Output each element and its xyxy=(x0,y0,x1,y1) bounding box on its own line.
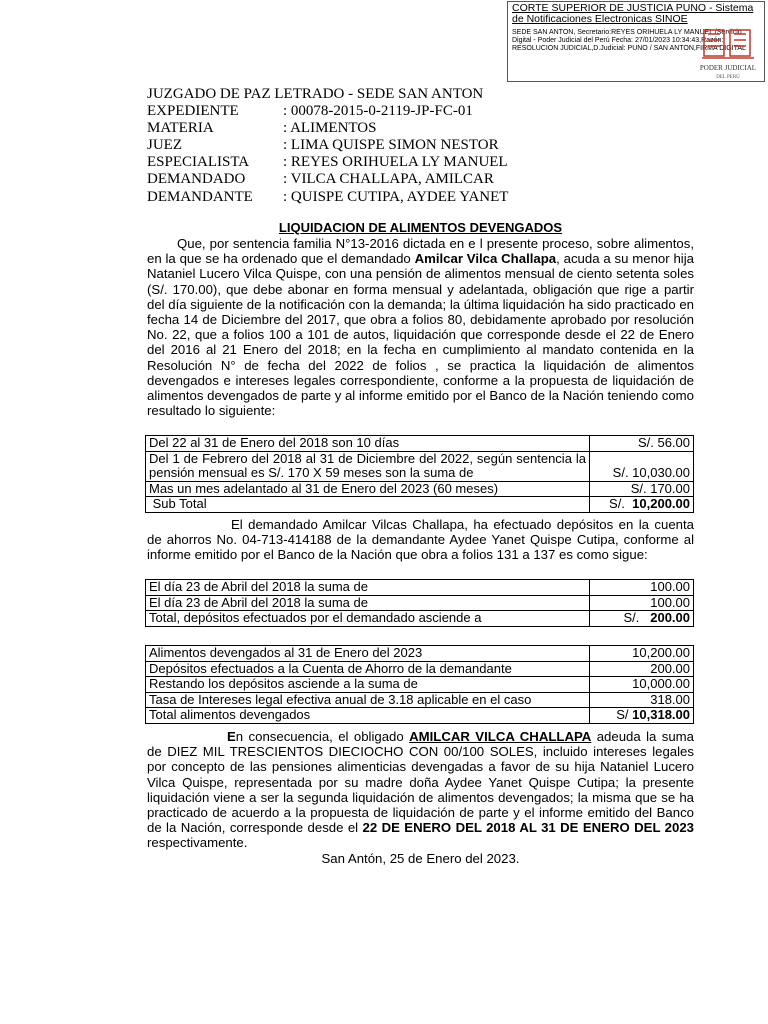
logo-text: PODER JUDICIAL xyxy=(699,64,757,72)
period-dates: 22 DE ENERO DEL 2018 AL 31 DE ENERO DEL 2023 xyxy=(362,820,694,836)
row-amount: 200.00 xyxy=(590,661,694,677)
total-value: 200.00 xyxy=(650,610,690,625)
header-label: MATERIA xyxy=(147,120,214,137)
table-row xyxy=(146,580,694,596)
total-prefix: S/ xyxy=(616,707,633,722)
row-amount: 100.00 xyxy=(590,580,694,596)
table-row xyxy=(146,646,694,662)
row-amount: 318.00 xyxy=(590,692,694,708)
subtotal-row xyxy=(146,497,694,513)
row-amount: 10,000.00 xyxy=(590,677,694,693)
header-value: : QUISPE CUTIPA, AYDEE YANET xyxy=(283,188,509,205)
total-value: 10,318.00 xyxy=(632,707,690,722)
row-desc: Depósitos efectuados a la Cuenta de Ahorro de la demandante xyxy=(146,661,590,677)
header-value: : LIMA QUISPE SIMON NESTOR xyxy=(283,137,499,154)
header-row xyxy=(147,137,508,154)
court-name: JUZGADO DE PAZ LETRADO - SEDE SAN ANTON xyxy=(147,86,484,102)
table-row xyxy=(146,677,694,693)
row-desc: Tasa de Intereses legal efectiva anual de 3.18 aplicable en el caso xyxy=(146,692,590,708)
subtotal-label: Sub Total xyxy=(146,497,590,513)
row-desc: Restando los depósitos asciende a la suma de xyxy=(146,677,590,693)
header-row xyxy=(147,154,508,171)
table-row xyxy=(146,481,694,497)
row-desc: El día 23 de Abril del 2018 la suma de xyxy=(146,595,590,611)
header-label: DEMANDANTE xyxy=(147,188,253,205)
header-label: EXPEDIENTE xyxy=(147,103,239,120)
stamp-body: SEDE SAN ANTON, Secretario:REYES ORIHUELA LY MANUEL /Servicio Digital - Poder Judicial del Perú Fecha: 27/01/2023 10:34:43,Razón: RESOLUCION JUDICIAL,D.Judicial: PUNO / SAN ANTON,FIRMA DIGITAL xyxy=(512,29,746,52)
row-desc: Del 1 de Febrero del 2018 al 31 de Diciembre del 2022, según sentencia la pensión mensual es S/. 170 X 59 meses son la suma de xyxy=(146,451,590,481)
total-prefix: S/. xyxy=(623,610,651,625)
case-header xyxy=(147,86,508,206)
row-desc: El día 23 de Abril del 2018 la suma de xyxy=(146,580,590,596)
row-amount: S/. 170.00 xyxy=(590,481,694,497)
deposits-paragraph: El demandado Amilcar Vilcas Challapa, ha efectuado depósitos en la cuenta de ahorros No. 04-713-414188 de la demandante Aydee Yanet Quispe Cutipa, conforme al informe emitido por el Banco de la Nación que obra a folios 131 a 137 es como sigue: xyxy=(147,517,694,563)
summary-table xyxy=(145,645,694,724)
total-label: Total, depósitos efectuados por el demandado asciende a xyxy=(146,611,590,627)
conclusion-text-1: n consecuencia, el obligado xyxy=(235,729,410,744)
header-label: DEMANDADO xyxy=(147,171,246,188)
defendant-name: Amilcar Vilca Challapa xyxy=(414,251,557,267)
obligor-name: AMILCAR VILCA CHALLAPA xyxy=(409,729,592,744)
row-amount: S/. 56.00 xyxy=(590,436,694,452)
total-label: Total alimentos devengados xyxy=(146,708,590,724)
row-amount: 100.00 xyxy=(590,595,694,611)
table-row xyxy=(146,661,694,677)
header-value: : REYES ORIHUELA LY MANUEL xyxy=(283,154,508,171)
row-amount: S/. 10,030.00 xyxy=(590,451,694,481)
subtotal-amount xyxy=(590,497,694,513)
poder-judicial-logo xyxy=(698,20,758,80)
total-row xyxy=(146,708,694,724)
table-row xyxy=(146,595,694,611)
total-amount xyxy=(590,708,694,724)
total-amount xyxy=(590,611,694,627)
intro-text-2: , acuda a su menor hija Nataniel Lucero Vilca Quispe, con una pensión de alimentos mensual de ciento setenta soles (S/. 170.00), que debe abonar en forma mensual y adelantada, obligación que rige a partir del día siguiente de la notificación con la demanda; la última liquidación ha sido practicado en fecha 14 de Diciembre del 2017, que obra a folios 80, debidamente aprobado por resolución No. 22, que a folios 100 a 101 de autos, liquidación que corresponde desde el 22 de Enero del 2016 al 21 Enero del 2018; en la fecha en cumplimiento al mandato contenida en la Resolución N° de fecha del 2022 de folios , se practica la liquidación de alimentos devengados e intereses legales correspondiente, conforme a la propuesta de liquidación de alimentos devengados de parte y al informe emitido por el Banco de la Nación teniendo como resultado lo siguiente: xyxy=(147,251,694,419)
header-value: : VILCA CHALLAPA, AMILCAR xyxy=(283,171,494,188)
row-desc: Mas un mes adelantado al 31 de Enero del 2023 (60 meses) xyxy=(146,481,590,497)
header-row xyxy=(147,120,508,137)
stamp-title: CORTE SUPERIOR DE JUSTICIA PUNO - Sistema de Notificaciones Electronicas SINOE xyxy=(512,2,754,25)
court-building-icon xyxy=(698,20,758,64)
row-desc: Del 22 al 31 de Enero del 2018 son 10 días xyxy=(146,436,590,452)
table-row xyxy=(146,692,694,708)
header-row xyxy=(147,103,508,120)
row-desc: Alimentos devengados al 31 de Enero del 2023 xyxy=(146,646,590,662)
pension-table xyxy=(145,435,694,513)
header-label: ESPECIALISTA xyxy=(147,154,250,171)
header-label: JUEZ xyxy=(147,137,182,154)
intro-paragraph xyxy=(147,236,694,418)
drop-letter: E xyxy=(227,729,236,744)
conclusion-paragraph xyxy=(147,729,694,851)
subtotal-prefix: S/. xyxy=(609,496,633,511)
place-date-signoff: San Antón, 25 de Enero del 2023. xyxy=(321,851,520,866)
header-value: : ALIMENTOS xyxy=(283,120,377,137)
header-value: : 00078-2015-0-2119-JP-FC-01 xyxy=(283,103,473,120)
header-row xyxy=(147,189,508,206)
conclusion-text-3: respectivamente. xyxy=(147,835,248,851)
deposits-table xyxy=(145,579,694,627)
table-row xyxy=(146,436,694,452)
logo-subtext: DEL PERÚ xyxy=(716,75,740,80)
header-row xyxy=(147,171,508,188)
row-amount: 10,200.00 xyxy=(590,646,694,662)
document-title: LIQUIDACION DE ALIMENTOS DEVENGADOS xyxy=(278,220,563,235)
subtotal-value: 10,200.00 xyxy=(632,496,690,511)
table-row xyxy=(146,451,694,481)
intro-text-1: Que, por sentencia familia N°13-2016 dictada en e l presente proceso, sobre alimentos, en la que se ha ordenado que el demandado xyxy=(147,236,694,267)
total-row xyxy=(146,611,694,627)
conclusion-text-2: adeuda la suma de DIEZ MIL TRESCIENTOS DIECIOCHO CON 00/100 SOLES, incluido intereses legales por concepto de las pensiones alimenticias devengadas a favor de su hija Nataniel Lucero Vilca Quispe, representada por su madre doña Aydee Yanet Quispe Cutipa; la presente liquidación viene a ser la segunda liquidación de alimentos devengados; la misma que se ha practicado de acuerdo a la propuesta de liquidación de parte y el informe emitido del Banco de la Nación, corresponde desde el xyxy=(147,729,695,836)
